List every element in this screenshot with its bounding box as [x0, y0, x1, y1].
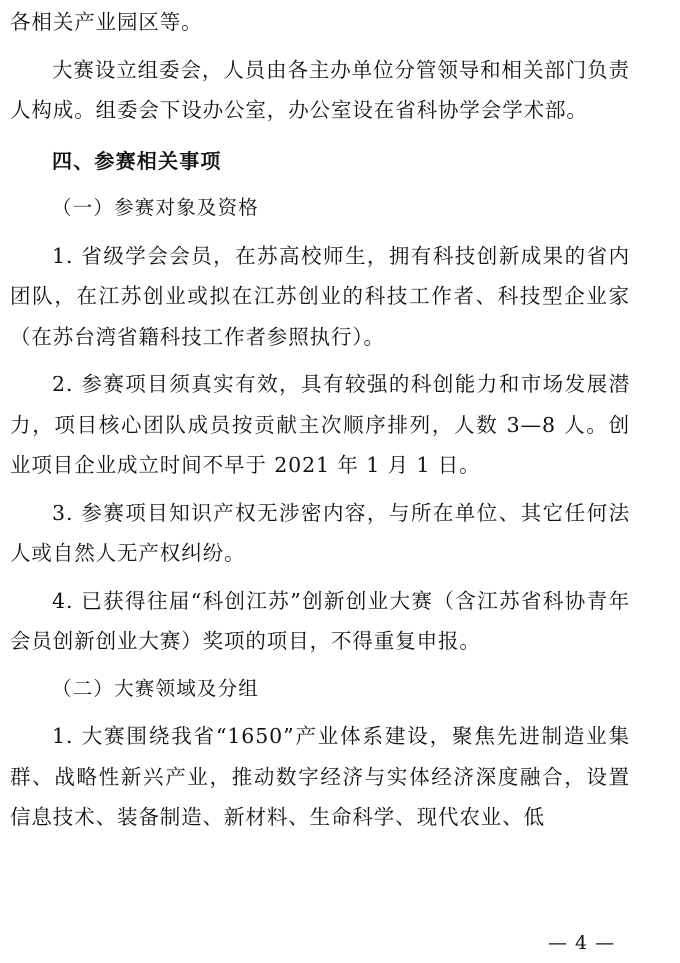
section-heading-participation: 四、参赛相关事项	[52, 148, 222, 173]
eligibility-item-4: 4. 已获得往届“科创江苏”创新创业大赛（含江苏省科协青年会员创新创业大赛）奖项的项目，不得重复申报。	[10, 588, 630, 653]
subsection-heading-eligibility: （一）参赛对象及资格	[52, 196, 260, 219]
document-body	[10, 2, 630, 838]
paragraph-organizing-committee: 大赛设立组委会，人员由各主办单位分管领导和相关部门负责人构成。组委会下设办公室，办公室设在省科协学会学术部。	[10, 57, 630, 122]
subsection-heading-fields-groups: （二）大赛领域及分组	[52, 676, 260, 700]
eligibility-item-3: 3. 参赛项目知识产权无涉密内容，与所在单位、其它任何法人或自然人无产权纠纷。	[10, 500, 630, 565]
page-number: — 4 —	[548, 932, 616, 954]
eligibility-item-2: 2. 参赛项目须真实有效，具有较强的科创能力和市场发展潜力，项目核心团队成员按贡献主次顺序排列，人数 3—8 人。创业项目企业成立时间不早于 2021 年 1 月 1 日。	[10, 372, 630, 477]
paragraph-continuation: 各相关产业园区等。	[10, 10, 203, 34]
fields-item-1: 1. 大赛围绕我省“1650”产业体系建设，聚焦先进制造业集群、战略性新兴产业，推动数字经济与实体经济深度融合，设置信息技术、装备制造、新材料、生命科学、现代农业、低	[10, 724, 630, 829]
eligibility-item-1: 1. 省级学会会员，在苏高校师生，拥有科技创新成果的省内团队，在江苏创业或拟在江苏创业的科技工作者、科技型企业家（在苏台湾省籍科技工作者参照执行）。	[10, 243, 630, 349]
